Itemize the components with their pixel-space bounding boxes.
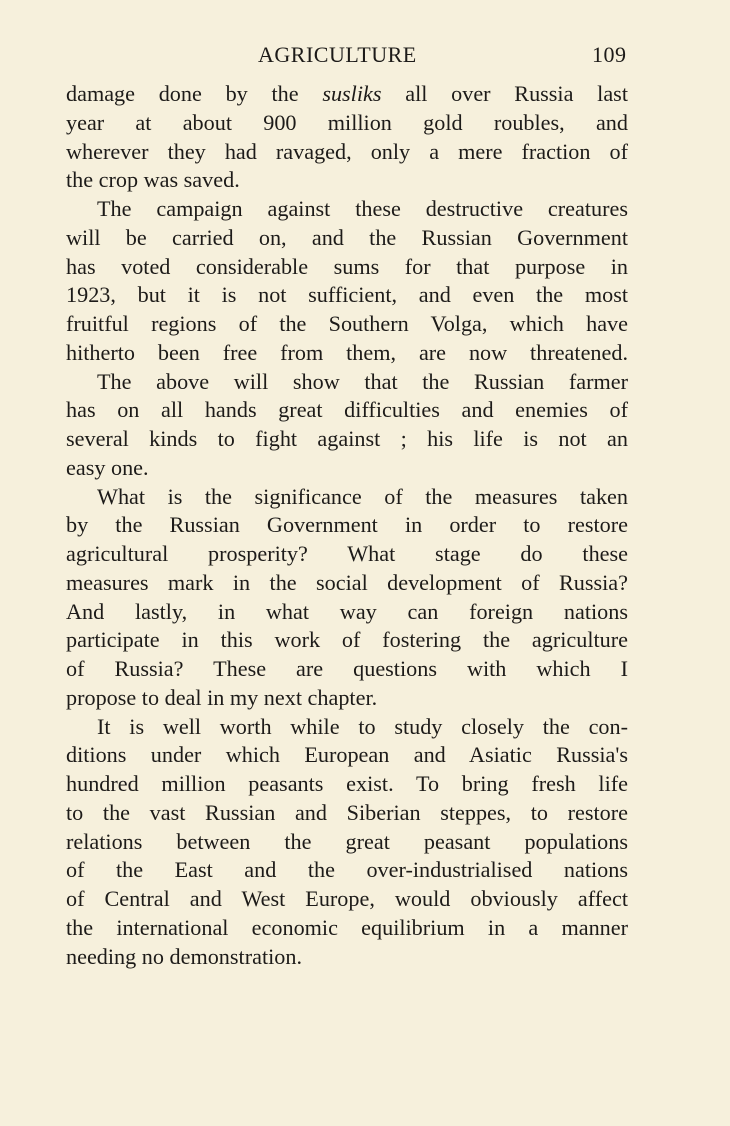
- text-line: hundred million peasants exist. To bring fresh life: [66, 771, 628, 796]
- page-number: 109: [592, 42, 627, 67]
- text-line: [66, 80, 628, 109]
- text-run: all over Russia last: [381, 81, 628, 106]
- text-line: fruitful regions of the Southern Volga, which have: [66, 311, 628, 336]
- text-line: several kinds to fight against ; his life is not an: [66, 426, 628, 451]
- text-line: propose to deal in my next chapter.: [66, 684, 378, 710]
- text-line: agricultural prosperity? What stage do these: [66, 541, 628, 566]
- text-line: And lastly, in what way can foreign nations: [66, 598, 628, 624]
- text-line: of Central and West Europe, would obviously affect: [66, 886, 628, 911]
- text-line: of Russia? These are questions with which I: [66, 656, 628, 681]
- text-line: by the Russian Government in order to restore: [66, 512, 628, 538]
- text-line: What is the significance of the measures taken: [97, 483, 628, 509]
- text-line: measures mark in the social development of Russia?: [66, 569, 628, 595]
- text-line: of the East and the over-industrialised nations: [66, 857, 628, 883]
- text-line: the international economic equilibrium in a manner: [66, 914, 628, 940]
- text-line: participate in this work of fostering the agriculture: [66, 627, 628, 653]
- text-line: The campaign against these destructive creatures: [97, 196, 628, 221]
- text-line: year at about 900 million gold roubles, and: [66, 109, 628, 135]
- page-header: [258, 38, 638, 74]
- text-line: The above will show that the Russian farmer: [97, 368, 628, 394]
- running-head: AGRICULTURE: [258, 42, 417, 67]
- text-line: ditions under which European and Asiatic Russia's: [66, 742, 628, 768]
- text-line: needing no demonstration.: [66, 943, 303, 969]
- text-run: damage done by the: [66, 81, 323, 106]
- text-line: has voted considerable sums for that purpose in: [66, 253, 628, 279]
- text-line: 1923, but it is not sufficient, and even the most: [66, 282, 628, 308]
- text-line: the crop was saved.: [66, 167, 240, 193]
- text-line: easy one.: [66, 454, 149, 480]
- body-text: [66, 80, 628, 971]
- text-line: has on all hands great difficulties and enemies of: [66, 397, 628, 423]
- text-line: relations between the great peasant populations: [66, 828, 628, 854]
- text-line: will be carried on, and the Russian Government: [66, 224, 628, 250]
- text-line: to the vast Russian and Siberian steppes, to restore: [66, 799, 628, 825]
- text-line: hitherto been free from them, are now threatened.: [66, 339, 628, 365]
- text-line: wherever they had ravaged, only a mere fraction of: [66, 138, 628, 164]
- italic-word: susliks: [322, 81, 382, 106]
- text-line: It is well worth while to study closely the con-: [97, 713, 628, 739]
